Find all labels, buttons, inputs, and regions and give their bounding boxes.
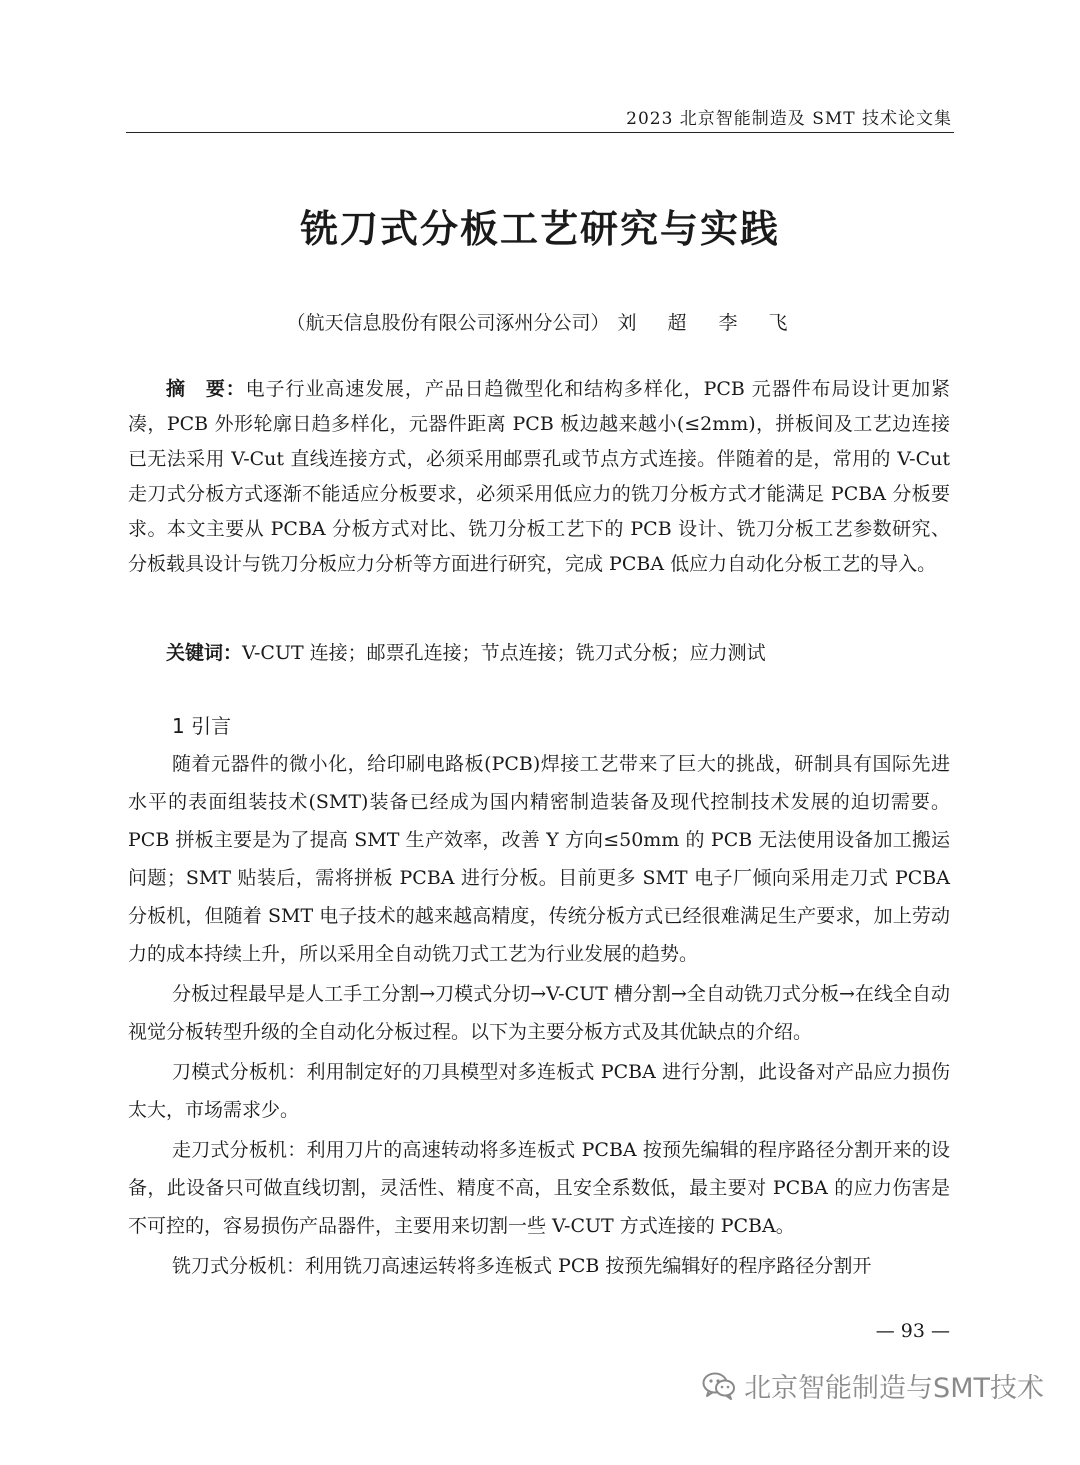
article-title: 铣刀式分板工艺研究与实践 <box>299 207 780 251</box>
watermark <box>702 1366 1044 1405</box>
abstract-label: 摘 要： <box>166 378 246 400</box>
watermark-text: 北京智能制造与SMT技术 <box>744 1373 1044 1404</box>
keywords-label: 关键词： <box>166 642 243 664</box>
paragraph: 随着元器件的微小化，给印刷电路板(PCB)焊接工艺带来了巨大的挑战，研制具有国际先进水平的表面组装技术(SMT)装备已经成为国内精密制造装备及现代控制技术发展的迫切需要。PCB 拼板主要是为了提高 SMT 生产效率，改善 Y 方向≤50mm 的 PCB 无法使用设备加工搬运问题；SMT 贴装后，需将拼板 PCBA 进行分板。目前更多 SMT 电子厂倾向采用走刀式 PCBA 分板机，但随着 SMT 电子技术的越来越高精度，传统分板方式已经很难满足生产要求，加上劳动力的成本持续上升，所以采用全自动铣刀式工艺为行业发展的趋势。 <box>128 753 950 965</box>
abstract <box>128 372 950 582</box>
paragraph: 走刀式分板机：利用刀片的高速转动将多连板式 PCBA 按预先编辑的程序路径分割开来的设备，此设备只可做直线切割，灵活性、精度不高，且安全系数低，最主要对 PCBA 的应力伤害是不可控的，容易损伤产品器件，主要用来切割一些 V-CUT 方式连接的 PCBA。 <box>128 1139 950 1237</box>
paragraph: 刀模式分板机：利用制定好的刀具模型对多连板式 PCBA 进行分割，此设备对产品应力损伤太大，市场需求少。 <box>128 1061 950 1121</box>
header-rule <box>126 132 954 133</box>
wechat-icon <box>702 1371 736 1401</box>
author-name: 李 飞 <box>718 312 794 334</box>
authors-line <box>0 308 1080 335</box>
keywords <box>128 636 950 671</box>
paragraph: 分板过程最早是人工手工分割→刀模式分切→V-CUT 槽分割→全自动铣刀式分板→在线全自动视觉分板转型升级的全自动化分板过程。以下为主要分板方式及其优缺点的介绍。 <box>128 983 950 1043</box>
running-head: 2023 北京智能制造及 SMT 技术论文集 <box>626 109 952 129</box>
affiliation: （航天信息股份有限公司涿州分公司） <box>286 312 610 334</box>
author-name: 刘 超 <box>617 312 693 334</box>
section-body <box>128 745 950 1287</box>
abstract-text: 电子行业高速发展，产品日趋微型化和结构多样化，PCB 元器件布局设计更加紧凑，PCB 外形轮廓日趋多样化，元器件距离 PCB 板边越来越小(≤2mm)，拼板间及工艺边连接已无法采用 V-Cut 直线连接方式，必须采用邮票孔或节点方式连接。伴随着的是，常用的 V-Cut 走刀式分板方式逐渐不能适应分板要求，必须采用低应力的铣刀分板方式才能满足 PCBA 分板要求。本文主要从 PCBA 分板方式对比、铣刀分板工艺下的 PCB 设计、铣刀分板工艺参数研究、分板载具设计与铣刀分板应力分析等方面进行研究，完成 PCBA 低应力自动化分板工艺的导入。 <box>128 378 950 575</box>
section-heading: 1 引言 <box>172 714 232 738</box>
page-number: — 93 — <box>875 1320 950 1342</box>
keywords-text: V-CUT 连接；邮票孔连接；节点连接；铣刀式分板；应力测试 <box>242 642 766 664</box>
paragraph: 铣刀式分板机：利用铣刀高速运转将多连板式 PCB 按预先编辑好的程序路径分割开 <box>172 1255 872 1277</box>
